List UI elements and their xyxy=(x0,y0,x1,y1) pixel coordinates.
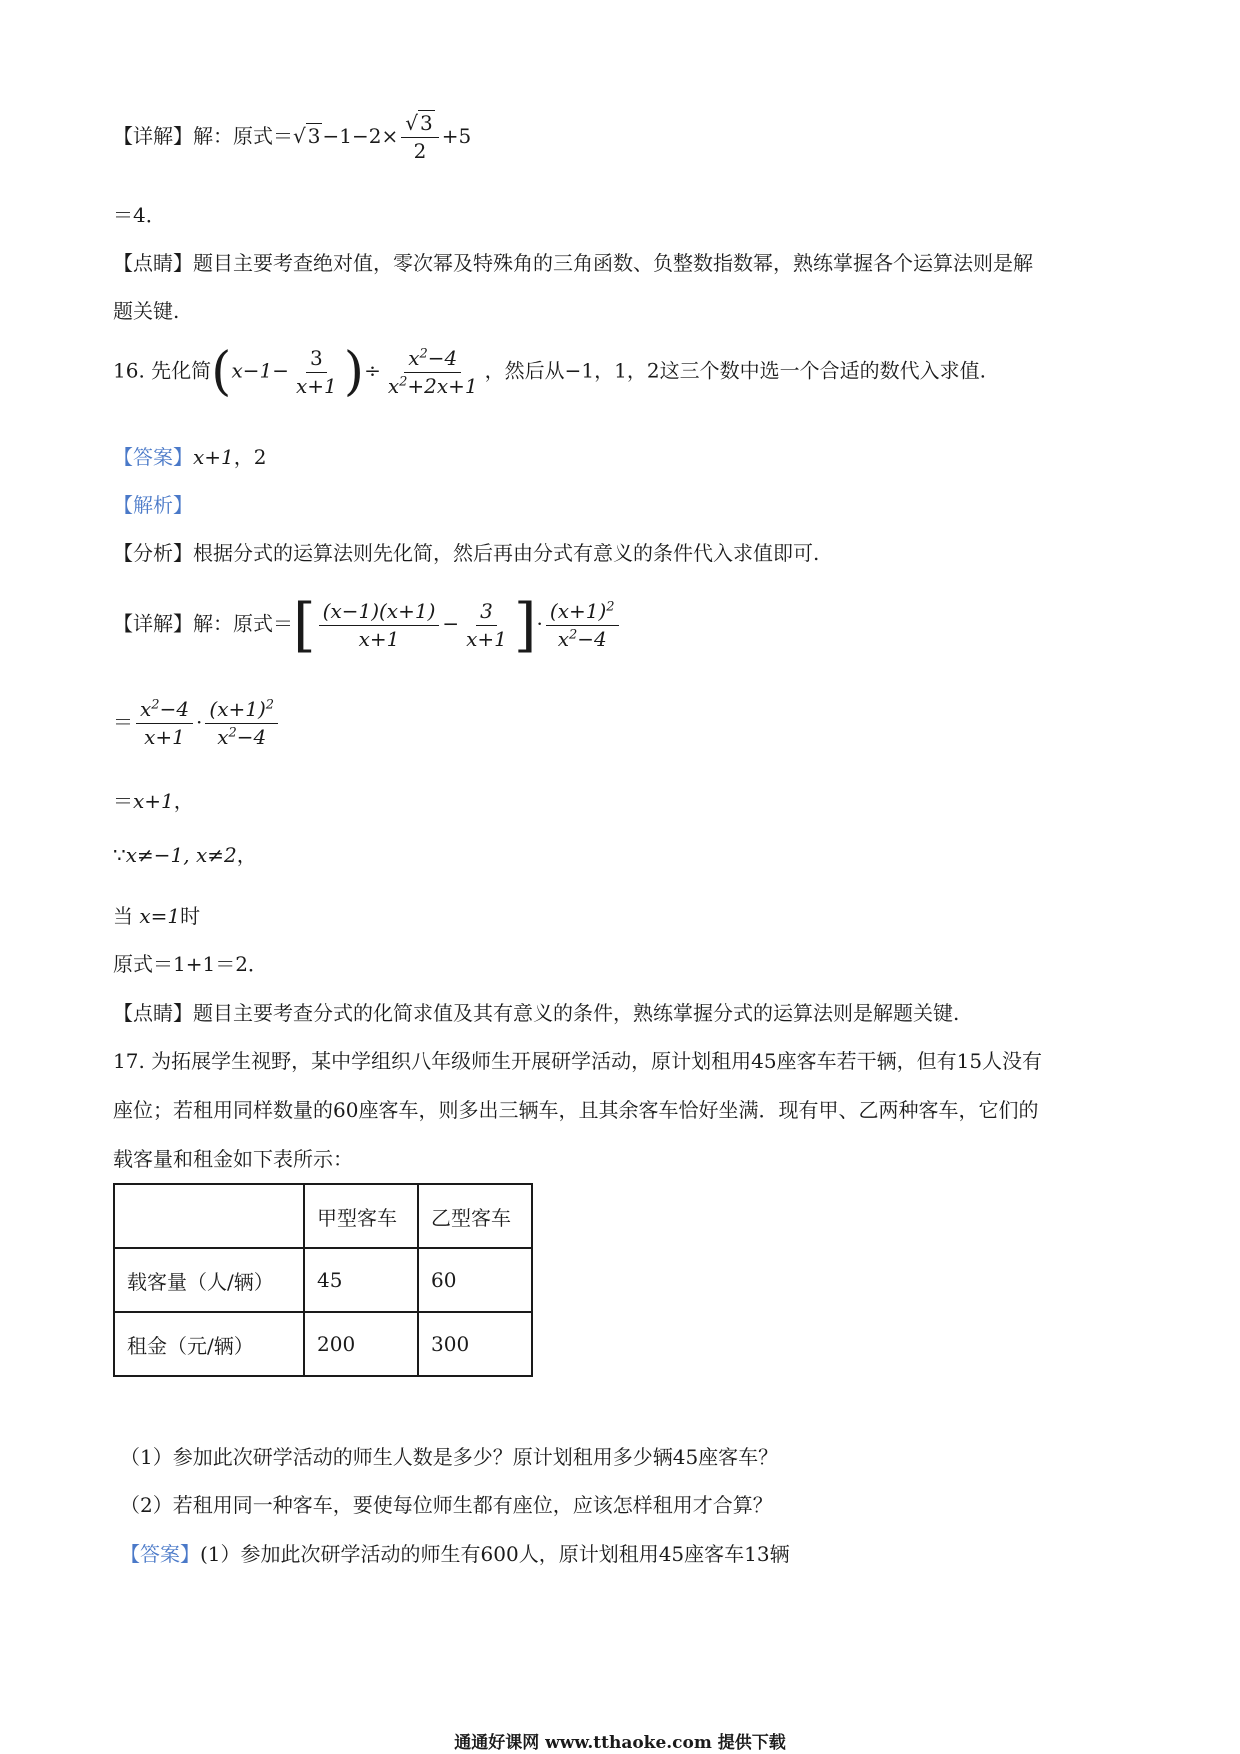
answer-17: 【答案】(1）参加此次研学活动的师生有600人，原计划租用45座客车13辆 xyxy=(120,1542,790,1566)
fraction-x2-minus-4-over-x-plus-1: $\frac{x^2-4}{x+1}$ xyxy=(136,698,193,749)
question-17-line-2: 座位；若租用同样数量的60座客车，则多出三辆车，且其余客车恰好坐满．现有甲、乙两种客车，它们的 xyxy=(113,1098,1039,1122)
sqrt-3: √ 3 xyxy=(293,124,321,148)
question-17-part-1: （1）参加此次研学活动的师生人数是多少？原计划租用多少辆45座客车？ xyxy=(120,1445,779,1469)
comment-line-1: 【点睛】题目主要考查绝对值，零次幂及特殊角的三角函数、负整数指数幂，熟练掌握各个运算法则是解 xyxy=(113,251,1033,275)
result-line: ＝4． xyxy=(113,203,166,227)
analysis-16: 【分析】根据分式的运算法则先化简，然后再由分式有意义的条件代入求值即可. xyxy=(113,541,820,565)
comment-line-2: 题关键. xyxy=(113,299,180,323)
fraction-square-over-x2-minus-4-b: $\frac{(x+1)^2}{x^2-4}$ xyxy=(205,698,278,749)
detail-16-line-4: ∵x≠−1, x≠2， xyxy=(113,843,257,867)
detail-16-line-5: 当 x=1时 xyxy=(113,904,201,928)
table-header-row: 甲型客车 乙型客车 xyxy=(114,1184,532,1248)
comment-16: 【点睛】题目主要考查分式的化简求值及其有意义的条件，熟练掌握分式的运算法则是解题关键. xyxy=(113,1001,960,1025)
fraction-3-over-x-plus-1: $\frac{3}{x+1}$ xyxy=(296,345,337,398)
detail-tag: 【详解】 xyxy=(113,124,193,148)
comment-tag: 【点睛】 xyxy=(113,251,193,275)
detail-16-line-6: 原式＝1+1＝2． xyxy=(113,952,268,976)
detail-16-line-3: ＝x+1， xyxy=(113,789,194,813)
answer-tag: 【答案】 xyxy=(113,445,193,469)
question-17-part-2: （2）若租用同一种客车，要使每位师生都有座位，应该怎样租用才合算？ xyxy=(120,1493,773,1517)
table-row: 租金（元/辆） 200 300 xyxy=(114,1312,532,1376)
fraction-x2-minus-4: $\frac{x^2-4}{x^2+2x+1}$ xyxy=(387,345,478,398)
question-16: 16. 先化简(x−1− $\frac{3}{x+1}$ )÷ $\frac{x^2-4}{x^2+2x+1}$ ，然后从−1，1，2这三个数中选一个合适的数代入求值. xyxy=(113,342,986,402)
fraction-sqrt3-over-2: $\frac{√ 3}{2}$ xyxy=(401,112,438,163)
table-row: 载客量（人/辆） 45 60 xyxy=(114,1248,532,1312)
fraction-3-over-x-plus-1-b: $\frac{3}{x+1}$ xyxy=(466,598,507,651)
fraction-square-over-x2-minus-4: $\frac{(x+1)^2}{x^2-4}$ xyxy=(546,600,619,651)
detail-line-1: 【详解】解：原式＝√ 3 −1−2× $\frac{√ 3}{2}$ +5 xyxy=(113,111,472,163)
question-17-line-3: 载客量和租金如下表所示： xyxy=(113,1147,353,1171)
fraction-product-over-x-plus-1: $\frac{(x-1)(x+1)}{x+1}$ xyxy=(319,600,440,651)
analysis-tag: 【解析】 xyxy=(113,493,193,517)
question-17-line-1: 17. 为拓展学生视野，某中学组织八年级师生开展研学活动，原计划租用45座客车若干辆，但有15人没有 xyxy=(113,1049,1043,1073)
answer-16: 【答案】x+1，2 xyxy=(113,445,267,469)
bus-table xyxy=(113,1183,533,1377)
detail-16-line-2: ＝ $\frac{x^2-4}{x+1}$ · $\frac{(x+1)^2}{x^2-4}$ xyxy=(113,698,281,749)
footer-watermark: 通通好课网 www.tthaoke.com 提供下载 xyxy=(454,1733,786,1753)
detail-16-line-1: 【详解】解：原式＝[ $\frac{(x-1)(x+1)}{x+1}$ − $\frac{3}{x+1}$ ]· $\frac{(x+1)^2}{x^2-4}$ xyxy=(113,596,622,654)
